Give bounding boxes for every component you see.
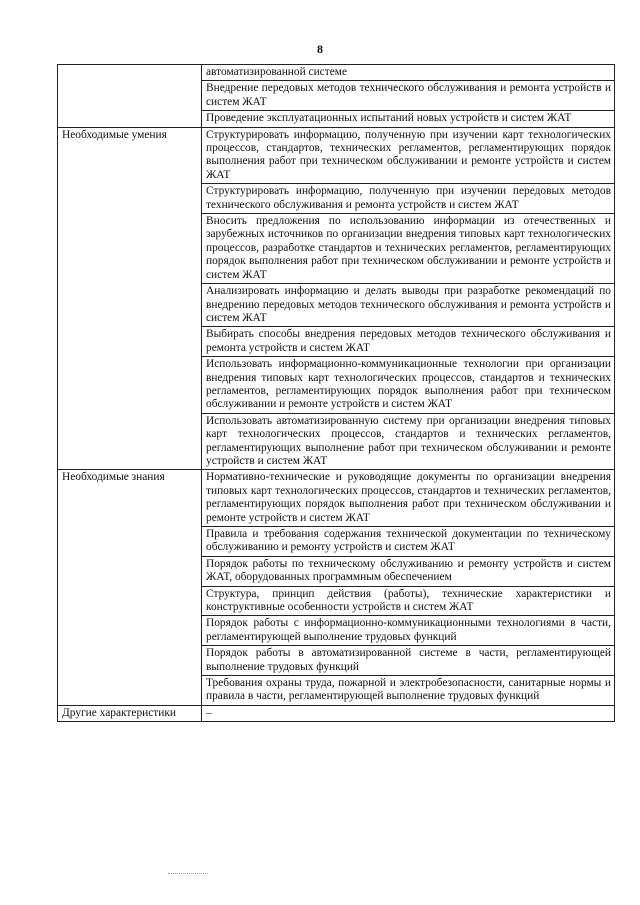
requirement-item: Внедрение передовых методов технического обслуживания и ремонта устройств и систем ЖАТ <box>202 81 615 111</box>
requirement-item: Нормативно-технические и руководящие документы по организации внедрения типовых карт технологических процессов, стандартов и технических регламентов, регламентирующих порядок выполнения работ при техническом обслуживании и ремонте устройств и систем ЖАТ <box>202 470 615 527</box>
section-label <box>58 65 202 128</box>
requirement-item: Анализировать информацию и делать выводы при разработке рекомендаций по внедрению передовых методов технического обслуживания и ремонта устройств и систем ЖАТ <box>202 284 615 327</box>
competency-table-body <box>58 65 615 722</box>
table-row <box>58 470 615 527</box>
table-row <box>58 65 615 81</box>
requirement-item: – <box>202 705 615 721</box>
requirement-item: Использовать автоматизированную систему при организации внедрения типовых карт технологических процессов, стандартов и технических регламентов, регламентирующих выполнение работ при техническом обслуживании и ремонте устройств и систем ЖАТ <box>202 413 615 470</box>
table-row <box>58 127 615 184</box>
competency-table <box>57 64 615 722</box>
section-label: Необходимые знания <box>58 470 202 706</box>
table-row <box>58 705 615 721</box>
requirement-item: Требования охраны труда, пожарной и электробезопасности, санитарные нормы и правила в части, регламентирующей выполнение трудовых функций <box>202 676 615 706</box>
requirement-item: Структура, принцип действия (работы), технические характеристики и конструктивные особенности устройств и систем ЖАТ <box>202 586 615 616</box>
section-label: Необходимые умения <box>58 127 202 470</box>
requirement-item: автоматизированной системе <box>202 65 615 81</box>
page-number: 8 <box>317 42 323 56</box>
requirement-item: Использовать информационно-коммуникационные технологии при организации внедрения типовых карт технологических процессов, стандартов и технических регламентов, регламентирующих порядок выполнения работ при техническом обслуживании и ремонте устройств и систем ЖАТ <box>202 357 615 414</box>
requirement-item: Вносить предложения по использованию информации из отечественных и зарубежных источников по организации внедрения типовых карт технологических процессов, разработке стандартов и технических регламентов, регламентирующих порядок выполнения работ при техническом обслуживании и ремонте устройств и систем ЖАТ <box>202 214 615 284</box>
requirement-item: Правила и требования содержания технической документации по техническому обслуживанию и ремонту устройств и систем ЖАТ <box>202 527 615 557</box>
requirement-item: Порядок работы в автоматизированной системе в части, регламентирующей выполнение трудовых функций <box>202 646 615 676</box>
requirement-item: Порядок работы по техническому обслуживанию и ремонту устройств и систем ЖАТ, оборудованных программным обеспечением <box>202 556 615 586</box>
requirement-item: Структурировать информацию, полученную при изучении передовых методов технического обслуживания и ремонта устройств и систем ЖАТ <box>202 184 615 214</box>
section-label: Другие характеристики <box>58 705 202 721</box>
scan-artifact <box>168 873 208 874</box>
requirement-item: Выбирать способы внедрения передовых методов технического обслуживания и ремонта устройств и систем ЖАТ <box>202 327 615 357</box>
requirement-item: Проведение эксплуатационных испытаний новых устройств и систем ЖАТ <box>202 111 615 127</box>
requirement-item: Структурировать информацию, полученную при изучении карт технологических процессов, стандартов, технических регламентов, регламентирующих порядок выполнения работ при техническом обслуживании и ремонте устройств и систем ЖАТ <box>202 127 615 184</box>
requirement-item: Порядок работы с информационно-коммуникационными технологиями в части, регламентирующей выполнение трудовых функций <box>202 616 615 646</box>
